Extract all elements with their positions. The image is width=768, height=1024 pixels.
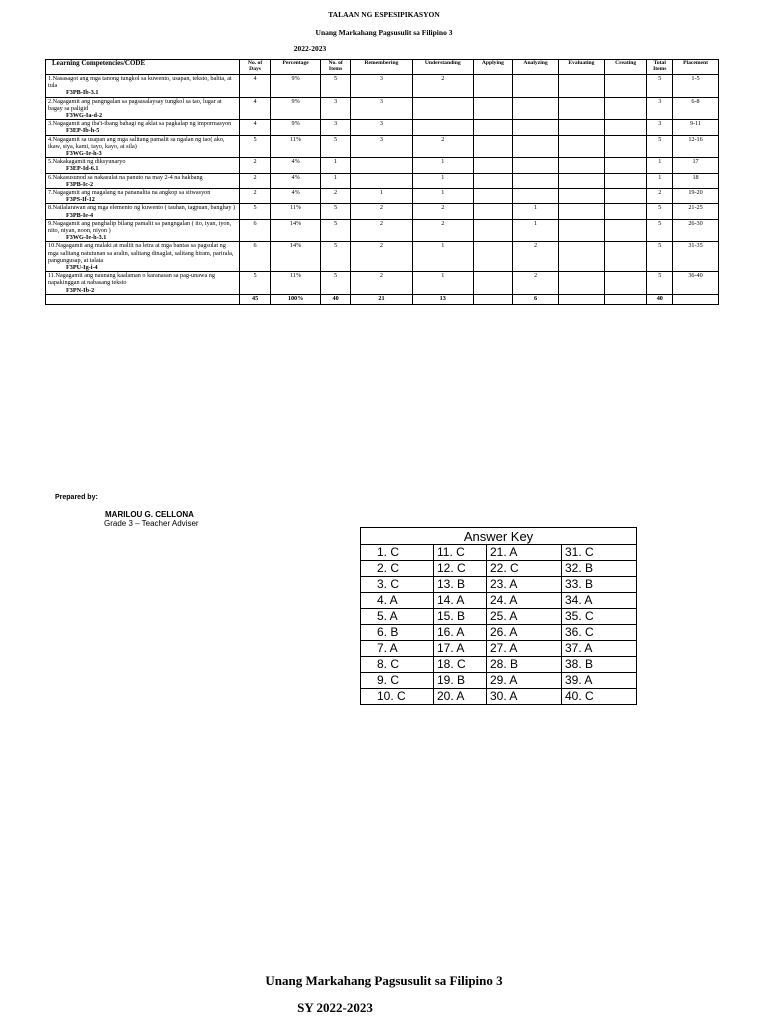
total-items-cell: 5 [647,204,673,219]
percentage-cell: 4% [271,173,321,188]
days-cell: 2 [240,189,271,204]
evaluating-cell [558,219,604,242]
competency-text: 11.Nagagamit ang naunang kaalaman o karanasan sa pag-unawa ng napakinggan at nabasang teksto [48,272,215,287]
spec-row [46,219,719,242]
competency-cell [46,189,240,204]
spec-row [46,120,719,135]
items-cell: 5 [321,272,351,295]
days-cell: 4 [240,97,271,120]
competency-code: F3PS-If-12 [66,196,95,204]
col-header-competencies: Learning Competencies/CODE [46,60,240,75]
answer-cell: 27. A [487,641,562,657]
days-cell: 5 [240,204,271,219]
total-placement-cell [673,294,719,304]
spec-row [46,135,719,158]
spec-row [46,75,719,98]
total-items-cell: 3 [647,120,673,135]
spec-table-body [46,75,719,305]
days-cell: 2 [240,173,271,188]
analyzing-cell [513,173,559,188]
understanding-cell: 2 [412,204,473,219]
applying-cell [473,75,512,98]
competency-code: F3WG-Ia-d-2 [66,112,103,120]
answer-cell: 34. A [562,593,637,609]
applying-cell [473,189,512,204]
answer-key-row [361,641,637,657]
competency-text: 2.Nagagamit ang pangngalan sa pagsasalaysay tungkol sa tao, lugar at bagay sa paligid [48,97,222,112]
answer-cell: 31. C [562,545,637,561]
answer-cell: 9. C [361,673,434,689]
applying-cell [473,173,512,188]
answer-key-row [361,673,637,689]
creating-cell [604,75,647,98]
answer-cell: 29. A [487,673,562,689]
document-subtitle: Unang Markahang Pagsusulit sa Filipino 3 [315,28,453,37]
total-understanding-cell: 13 [412,294,473,304]
percentage-cell: 4% [271,189,321,204]
applying-cell [473,219,512,242]
placement-cell: 6-8 [673,97,719,120]
competency-text: 8.Nailalarawan ang mga elemento ng kuwento ( tauhan, tagpuan, banghay ) [48,204,236,212]
total-applying-cell [473,294,512,304]
competency-text: 4.Nagagamit sa usapan ang mga salitang pamalit sa ngalan ng tao( ako, ikaw, siya, kami, tayo, kayo, at sila) [48,135,225,150]
placement-cell: 9-11 [673,120,719,135]
competency-code: F3EP-Id-6.1 [66,165,99,173]
competency-code: F3PB-Ie-4 [66,211,94,219]
items-cell: 3 [321,120,351,135]
creating-cell [604,120,647,135]
competency-text: 9.Nagagamit ang panghalip bilang pamalit sa pangngalan ( ito, iyan, iyon, nito, niyan, noon, niyon ) [48,219,232,235]
answer-cell: 25. A [487,609,562,625]
col-header-total-items: Total Items [647,60,673,75]
percentage-cell: 9% [271,120,321,135]
applying-cell [473,242,512,272]
answer-cell: 3. C [361,577,434,593]
answer-cell: 24. A [487,593,562,609]
col-header-understanding: Understanding [412,60,473,75]
total-total-items-cell: 40 [647,294,673,304]
placement-cell: 1-5 [673,75,719,98]
answer-key-row [361,625,637,641]
competency-code: F3PN-Ib-2 [66,286,95,294]
days-cell: 6 [240,242,271,272]
total-items-cell: 1 [647,158,673,173]
remembering-cell: 2 [351,204,413,219]
answer-key-table [360,527,637,705]
spec-totals-row [46,294,719,304]
answer-cell: 36. C [562,625,637,641]
preparer-role: Grade 3 – Teacher Adviser [104,519,199,528]
creating-cell [604,158,647,173]
understanding-cell: 1 [412,158,473,173]
remembering-cell: 2 [351,272,413,295]
creating-cell [604,242,647,272]
applying-cell [473,97,512,120]
col-header-creating: Creating [604,60,647,75]
percentage-cell: 9% [271,75,321,98]
competency-code: F3WG-Ie-h-3.1 [66,234,107,242]
total-items-cell: 2 [647,189,673,204]
answer-key-title-row [361,528,637,545]
total-percentage-cell: 100% [271,294,321,304]
col-header-days: No. of Days [240,60,271,75]
percentage-cell: 14% [271,219,321,242]
competency-text: 7.Nagagamit ang magalang na pananalita na angkop sa sitwasyon [48,189,211,197]
document-title: TALAAN NG ESPESIPIKASYON [328,10,440,19]
creating-cell [604,219,647,242]
total-items-cell: 40 [321,294,351,304]
placement-cell: 17 [673,158,719,173]
days-cell: 6 [240,219,271,242]
understanding-cell: 1 [412,242,473,272]
answer-cell: 13. B [434,577,487,593]
remembering-cell: 1 [351,189,413,204]
answer-cell: 4. A [361,593,434,609]
answer-cell: 30. A [487,689,562,705]
total-items-cell: 3 [647,97,673,120]
applying-cell [473,204,512,219]
understanding-cell [412,120,473,135]
creating-cell [604,204,647,219]
analyzing-cell: 1 [513,204,559,219]
analyzing-cell [513,158,559,173]
total-items-cell: 5 [647,242,673,272]
understanding-cell: 1 [412,173,473,188]
evaluating-cell [558,189,604,204]
competency-code: F3PB-Ib-3.1 [66,89,99,97]
evaluating-cell [558,204,604,219]
remembering-cell: 3 [351,120,413,135]
applying-cell [473,120,512,135]
col-header-percentage: Percentage [271,60,321,75]
answer-cell: 19. B [434,673,487,689]
items-cell: 5 [321,242,351,272]
col-header-evaluating: Evaluating [558,60,604,75]
answer-key-title: Answer Key [361,528,637,545]
competency-cell [46,120,240,135]
days-cell: 5 [240,272,271,295]
applying-cell [473,158,512,173]
analyzing-cell [513,189,559,204]
col-header-remembering: Remembering [351,60,413,75]
answer-key-body [361,545,637,705]
understanding-cell: 2 [412,219,473,242]
understanding-cell: 2 [412,75,473,98]
competency-cell [46,135,240,158]
spec-row [46,158,719,173]
items-cell: 1 [321,173,351,188]
percentage-cell: 11% [271,204,321,219]
analyzing-cell: 1 [513,219,559,242]
answer-cell: 1. C [361,545,434,561]
evaluating-cell [558,272,604,295]
analyzing-cell [513,75,559,98]
prepared-by-label: Prepared by: [55,494,98,501]
spec-row [46,97,719,120]
percentage-cell: 11% [271,272,321,295]
competency-code: F3PB-Ic-2 [66,180,94,188]
answer-cell: 28. B [487,657,562,673]
answer-cell: 18. C [434,657,487,673]
answer-key-row [361,593,637,609]
analyzing-cell [513,97,559,120]
answer-cell: 11. C [434,545,487,561]
remembering-cell: 3 [351,75,413,98]
days-cell: 4 [240,120,271,135]
placement-cell: 31-35 [673,242,719,272]
answer-cell: 6. B [361,625,434,641]
total-items-cell: 5 [647,75,673,98]
competency-text: 5.Nakakagamit ng diksyunaryo [48,158,126,166]
answer-key-row [361,577,637,593]
total-remembering-cell: 21 [351,294,413,304]
evaluating-cell [558,158,604,173]
answer-cell: 5. A [361,609,434,625]
footer-school-year: SY 2022-2023 [297,1000,373,1015]
competency-text: 1.Nasasagot ang mga tanong tungkol sa kuwento, usapan, teksto, balita, at tula [48,75,232,90]
items-cell: 5 [321,75,351,98]
remembering-cell [351,173,413,188]
preparer-name: MARILOU G. CELLONA [105,510,194,519]
school-year: 2022-2023 [293,44,327,53]
percentage-cell: 11% [271,135,321,158]
days-cell: 5 [240,135,271,158]
answer-cell: 26. A [487,625,562,641]
spec-row [46,173,719,188]
answer-cell: 7. A [361,641,434,657]
total-items-cell: 5 [647,219,673,242]
remembering-cell: 3 [351,135,413,158]
competency-cell [46,75,240,98]
answer-key-row [361,561,637,577]
col-header-analyzing: Analyzing [513,60,559,75]
items-cell: 1 [321,158,351,173]
days-cell: 2 [240,158,271,173]
competency-cell [46,272,240,295]
answer-key-row [361,689,637,705]
answer-cell: 22. C [487,561,562,577]
answer-cell: 23. A [487,577,562,593]
total-days-cell: 45 [240,294,271,304]
creating-cell [604,135,647,158]
answer-cell: 17. A [434,641,487,657]
competency-cell [46,173,240,188]
competency-text: 10.Nagagamit ang malaki at maliit na letra at mga bantas sa pagsulat ng mga salitang natutunan sa aralin, salitang dinaglat, salitang hiram, parirala, pangungusap, at talata [48,242,234,264]
creating-cell [604,173,647,188]
competency-cell [46,204,240,219]
placement-cell: 26-30 [673,219,719,242]
total-items-cell: 5 [647,272,673,295]
col-header-applying: Applying [473,60,512,75]
answer-key-row [361,545,637,561]
answer-cell: 21. A [487,545,562,561]
competency-code: F3EP-Ib-h-5 [66,127,100,135]
items-cell: 3 [321,97,351,120]
spec-header-row [46,60,719,75]
answer-cell: 14. A [434,593,487,609]
spec-row [46,189,719,204]
items-cell: 5 [321,219,351,242]
col-header-items: No. of Items [321,60,351,75]
placement-cell: 21-25 [673,204,719,219]
answer-cell: 16. A [434,625,487,641]
spec-row [46,272,719,295]
remembering-cell: 2 [351,219,413,242]
answer-cell: 38. B [562,657,637,673]
understanding-cell: 1 [412,189,473,204]
answer-cell: 40. C [562,689,637,705]
evaluating-cell [558,242,604,272]
answer-key-row [361,609,637,625]
percentage-cell: 4% [271,158,321,173]
footer-title: Unang Markahang Pagsusulit sa Filipino 3 [265,973,503,988]
competency-text: 3.Nagagamit ang iba't-ibang bahagi ng aklat sa pagkalap ng impormasyon [48,120,232,128]
remembering-cell: 3 [351,97,413,120]
placement-cell: 18 [673,173,719,188]
col-header-placement: Placement [673,60,719,75]
answer-cell: 33. B [562,577,637,593]
total-items-cell: 1 [647,173,673,188]
days-cell: 4 [240,75,271,98]
total-evaluating-cell [558,294,604,304]
answer-key-row [361,657,637,673]
totals-label-cell [46,294,240,304]
answer-cell: 15. B [434,609,487,625]
analyzing-cell: 2 [513,242,559,272]
applying-cell [473,272,512,295]
answer-cell: 10. C [361,689,434,705]
analyzing-cell [513,120,559,135]
items-cell: 2 [321,189,351,204]
evaluating-cell [558,120,604,135]
answer-cell: 37. A [562,641,637,657]
spec-row [46,204,719,219]
specification-table [45,59,719,305]
answer-cell: 39. A [562,673,637,689]
competency-cell [46,242,240,272]
answer-cell: 12. C [434,561,487,577]
percentage-cell: 14% [271,242,321,272]
answer-cell: 8. C [361,657,434,673]
evaluating-cell [558,173,604,188]
analyzing-cell: 2 [513,272,559,295]
remembering-cell: 2 [351,242,413,272]
items-cell: 5 [321,204,351,219]
spec-row [46,242,719,272]
placement-cell: 19-20 [673,189,719,204]
answer-cell: 2. C [361,561,434,577]
placement-cell: 12-16 [673,135,719,158]
remembering-cell [351,158,413,173]
competency-cell [46,219,240,242]
percentage-cell: 9% [271,97,321,120]
competency-text: 6.Nakasusunod sa nakasulat na panuto na may 2-4 na hakbang [48,173,203,181]
competency-code: F3WG-Ie-h-3 [66,150,102,158]
answer-cell: 32. B [562,561,637,577]
understanding-cell: 2 [412,135,473,158]
applying-cell [473,135,512,158]
answer-cell: 20. A [434,689,487,705]
competency-cell [46,97,240,120]
total-items-cell: 5 [647,135,673,158]
creating-cell [604,97,647,120]
understanding-cell [412,97,473,120]
analyzing-cell [513,135,559,158]
items-cell: 5 [321,135,351,158]
answer-cell: 35. C [562,609,637,625]
evaluating-cell [558,75,604,98]
creating-cell [604,189,647,204]
placement-cell: 36-40 [673,272,719,295]
understanding-cell: 1 [412,272,473,295]
competency-cell [46,158,240,173]
competency-code: F3PU-Ig-i-4 [66,264,98,272]
total-creating-cell [604,294,647,304]
creating-cell [604,272,647,295]
evaluating-cell [558,135,604,158]
total-analyzing-cell: 6 [513,294,559,304]
evaluating-cell [558,97,604,120]
